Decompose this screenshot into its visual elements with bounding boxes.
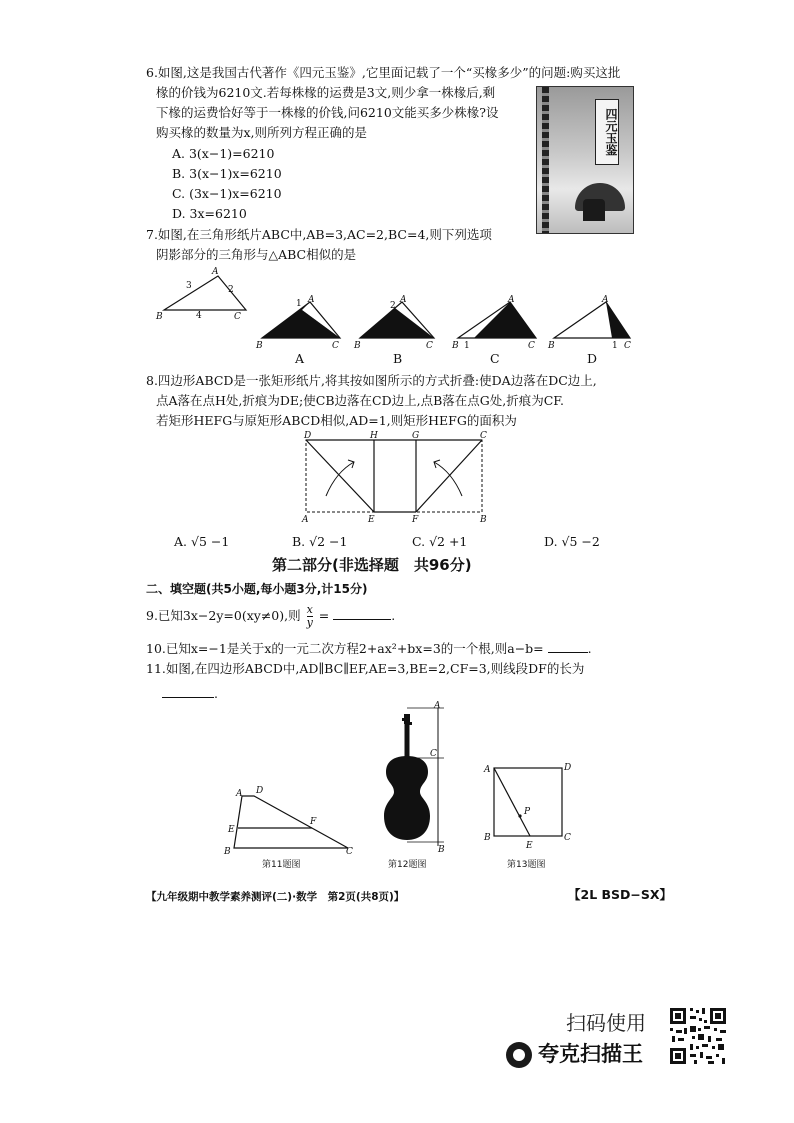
svg-text:C: C [564, 833, 571, 843]
svg-text:C: C [346, 847, 353, 856]
svg-text:B: B [480, 515, 487, 524]
q11-answer-line: . [162, 686, 218, 701]
svg-text:E: E [228, 825, 235, 835]
q8-option-a: A. √5 −1 [174, 534, 230, 549]
q7-option-label-c: C [490, 351, 500, 366]
svg-text:1: 1 [296, 299, 302, 309]
q9-equals: = [318, 608, 330, 623]
q9-text: 9.已知3x−2y=0(xy≠0),则 [146, 608, 301, 623]
q7-main-triangle [150, 266, 260, 326]
q9-fraction-numerator: x [306, 603, 313, 616]
q7-option-label-b: B [393, 351, 403, 366]
svg-text:F: F [412, 515, 419, 524]
footer-code: 【2L BSD−SX】 [568, 887, 673, 902]
scan-to-use-text: 扫码使用 [566, 1011, 646, 1035]
svg-text:B: B [156, 312, 163, 322]
q9-fraction-denominator: y [306, 616, 313, 629]
q7-options-figures [252, 292, 772, 352]
svg-text:F: F [310, 817, 317, 827]
book-cover-illustration [536, 86, 634, 234]
svg-text:B: B [224, 847, 231, 856]
q7-line-1: 7.如图,在三角形纸片ABC中,AB=3,AC=2,BC=4,则下列选项 [146, 227, 492, 242]
svg-text:1: 1 [464, 341, 470, 351]
footer-page-info: 【九年级期中教学素养测评(二)·数学 第2页(共8页)】 [146, 891, 405, 903]
svg-text:P: P [524, 807, 531, 817]
q6-option-a: A. 3(x−1)=6210 [172, 146, 275, 161]
q6-line-4: 购买椽的数量为x,则所列方程正确的是 [156, 125, 368, 140]
q10-answer-blank[interactable] [548, 652, 588, 653]
figure-13-square [480, 758, 572, 854]
svg-text:2: 2 [390, 301, 396, 311]
svg-text:A: A [602, 295, 609, 305]
fill-in-header: 二、填空题(共5小题,每小题3分,计15分) [146, 582, 368, 596]
svg-text:G: G [412, 431, 420, 441]
svg-text:2: 2 [228, 285, 234, 295]
q6-line-3: 下椽的运费恰好等于一株椽的价钱,问6210文能买多少株椽?设 [156, 105, 499, 120]
svg-text:A: A [434, 701, 441, 711]
quark-logo-icon [506, 1042, 532, 1068]
q8-option-c: C. √2 +1 [412, 534, 468, 549]
svg-text:E: E [526, 841, 533, 851]
svg-text:C: C [430, 749, 437, 759]
figure-13-caption: 第13题图 [507, 860, 546, 870]
svg-text:3: 3 [186, 281, 192, 291]
q6-option-c: C. (3x−1)x=6210 [172, 186, 282, 201]
q6-line-2: 椽的价钱为6210文.若每株椽的运费是3文,则少拿一株椽后,剩 [156, 85, 496, 100]
svg-text:C: C [528, 341, 535, 351]
q7-figure-a [255, 295, 340, 351]
q11-text: 11.如图,在四边形ABCD中,AD∥BC∥EF,AE=3,BE=2,CF=3,则线段DF的长为 [146, 661, 585, 676]
q8-line-3: 若矩形HEFG与原矩形ABCD相似,AD=1,则矩形HEFG的面积为 [156, 413, 517, 428]
q8-option-d: D. √5 −2 [544, 534, 600, 549]
q7-figure-c [451, 295, 536, 351]
figure-11-trapezoid [220, 776, 360, 856]
svg-text:H: H [370, 431, 378, 441]
q7-figure-b [353, 295, 434, 351]
svg-text:E: E [368, 515, 375, 524]
q8-option-b: B. √2 −1 [292, 534, 348, 549]
figure-12-violin [378, 698, 460, 854]
svg-text:4: 4 [196, 311, 202, 321]
q6-line-1: 6.如图,这是我国古代著作《四元玉鉴》,它里面记载了一个“买椽多少”的问题:购买这批 [146, 65, 621, 80]
svg-text:B: B [548, 341, 555, 351]
book-title-label: 四元玉鉴 [595, 99, 619, 165]
svg-text:A: A [302, 515, 309, 524]
quark-scanner-brand: 夸克扫描王 [538, 1042, 643, 1066]
qr-code-icon[interactable] [668, 1006, 728, 1066]
svg-text:B: B [354, 341, 361, 351]
svg-text:D: D [256, 786, 264, 796]
q9: 9.已知3x−2y=0(xy≠0),则 $\frac{x}{y}$ = . [146, 603, 396, 629]
figure-12-caption: 第12题图 [388, 860, 427, 870]
svg-text:D: D [564, 763, 572, 773]
svg-text:A: A [400, 295, 407, 305]
svg-text:C: C [624, 341, 631, 351]
q8-line-1: 8.四边形ABCD是一张矩形纸片,将其按如图所示的方式折叠:使DA边落在DC边上, [146, 373, 597, 388]
svg-text:B: B [256, 341, 263, 351]
svg-text:A: A [484, 765, 491, 775]
q10-text: 10.已知x=−1是关于x的一元二次方程2+ax²+bx=3的一个根,则a−b= [146, 641, 544, 656]
q7-line-2: 阴影部分的三角形与△ABC相似的是 [156, 247, 357, 262]
svg-text:C: C [234, 312, 241, 322]
q6-option-d: D. 3x=6210 [172, 206, 247, 221]
svg-text:1: 1 [612, 341, 618, 351]
q8-line-2: 点A落在点H处,折痕为DE;使CB边落在CD边上,点B落在点G处,折痕为CF. [156, 393, 564, 408]
svg-text:C: C [480, 431, 487, 441]
svg-text:A: A [308, 295, 315, 305]
svg-text:B: B [484, 833, 491, 843]
q7-option-label-a: A [295, 351, 305, 366]
svg-text:C: C [426, 341, 433, 351]
figure-11-caption: 第11题图 [262, 860, 301, 870]
section-2-title: 第二部分(非选择题 共96分) [272, 556, 472, 574]
q6-option-b: B. 3(x−1)x=6210 [172, 166, 282, 181]
q10: 10.已知x=−1是关于x的一元二次方程2+ax²+bx=3的一个根,则a−b= . [146, 641, 592, 656]
svg-text:D: D [304, 431, 312, 441]
svg-text:A: A [236, 789, 243, 799]
q7-figure-d [547, 295, 631, 351]
svg-text:C: C [332, 341, 339, 351]
svg-text:B: B [438, 845, 445, 854]
svg-text:B: B [452, 341, 459, 351]
svg-text:A: A [508, 295, 515, 305]
q8-fold-diagram [296, 428, 502, 524]
q7-option-label-d: D [587, 351, 598, 366]
svg-text:A: A [212, 267, 219, 277]
q9-answer-blank[interactable] [333, 619, 391, 620]
q11-answer-blank[interactable] [162, 697, 214, 698]
